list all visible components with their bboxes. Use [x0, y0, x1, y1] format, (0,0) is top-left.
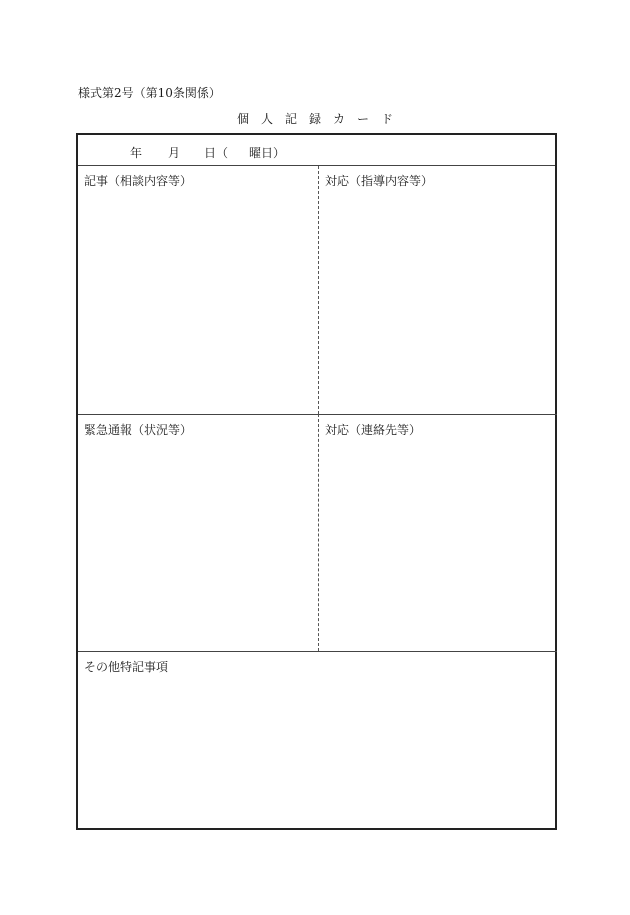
other-notes-section-label: その他特記事項 [84, 660, 169, 674]
record-section[interactable] [78, 166, 318, 414]
record-card [76, 133, 557, 830]
date-year-label: 年 [130, 146, 143, 160]
other-notes-section[interactable] [78, 651, 557, 828]
emergency-section-label: 緊急通報（状況等） [84, 423, 193, 437]
date-day-label: 日（ [204, 146, 229, 160]
record-section-label: 記事（相談内容等） [84, 174, 193, 188]
form-title: 個人記録カード [236, 112, 405, 126]
date-month-label: 月 [168, 146, 181, 160]
date-row [78, 135, 555, 166]
emergency-response-section[interactable] [318, 414, 557, 651]
record-response-section[interactable] [318, 166, 557, 414]
record-response-section-label: 対応（指導内容等） [325, 174, 434, 188]
date-weekday-label: 曜日） [249, 146, 286, 160]
form-number: 様式第2号（第10条関係） [78, 86, 221, 100]
emergency-section[interactable] [78, 414, 318, 651]
emergency-response-section-label: 対応（連絡先等） [325, 423, 422, 437]
